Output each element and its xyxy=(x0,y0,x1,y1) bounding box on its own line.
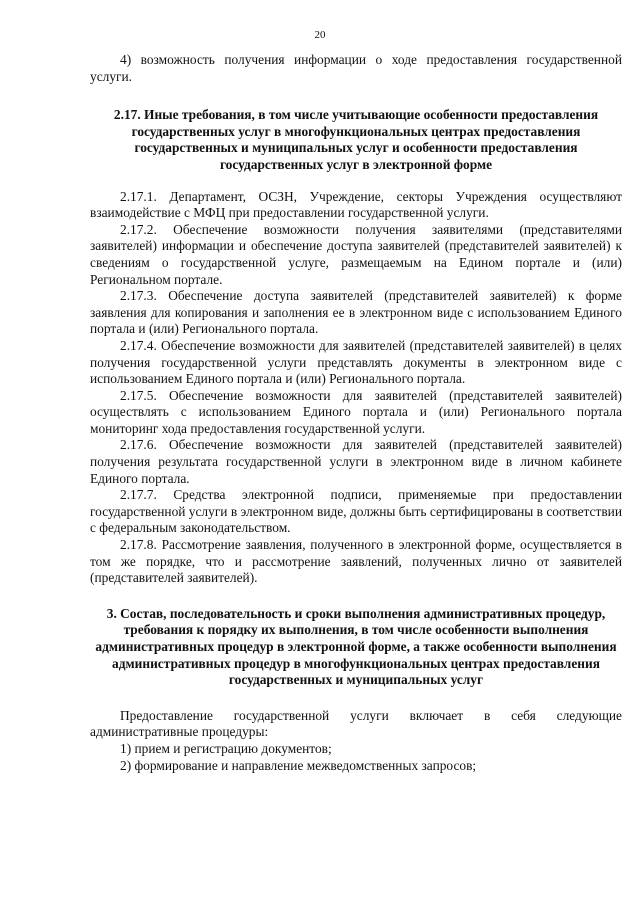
procedure-list-item: 1) прием и регистрацию документов; xyxy=(120,740,332,756)
intro-list-item: 4) возможность получения информации о ходе предоставления государственной услуги. xyxy=(90,52,622,84)
paragraph-2-17-6: 2.17.6. Обеспечение возможности для заявителей (представителей заявителей) получения результата государственной услуги в электронном виде в личном кабинете Единого портала. xyxy=(90,437,622,486)
paragraph-2-17-3: 2.17.3. Обеспечение доступа заявителей (представителей заявителей) к форме заявления для копирования и заполнения ее в электронном виде с использованием Единого портала и (или) Регионального портала. xyxy=(90,288,622,337)
section-3-heading: 3. Состав, последовательность и сроки выполнения административных процедур, требования к порядку их выполнения, в том числе особенности выполнения административных процедур в электронной форме, а также особенности выполнения административных процедур в многофункциональных центрах предоставления государственных и муниципальных услуг xyxy=(95,605,617,688)
paragraph-2-17-4: 2.17.4. Обеспечение возможности для заявителей (представителей заявителей) в целях получения государственной услуги представлять документы в электронном виде с использованием Единого портала и (или) Регионального портала. xyxy=(90,337,622,387)
paragraph-2-17-2: 2.17.2. Обеспечение возможности получения заявителями (представителями заявителей) информации и обеспечение доступа заявителей (представителей заявителей) к сведениям о государственной услуге, размещаемым на Едином портале и (или) Региональном портале. xyxy=(90,221,622,287)
procedure-list-item: 2) формирование и направление межведомственных запросов; xyxy=(120,757,477,773)
section-3-body xyxy=(90,708,622,774)
page-content xyxy=(90,52,622,774)
paragraph-2-17-7: 2.17.7. Средства электронной подписи, применяемые при предоставлении государственной услуги в электронном виде, должны быть сертифицированы в соответствии с федеральным законодательством. xyxy=(90,487,622,536)
paragraph-2-17-5: 2.17.5. Обеспечение возможности для заявителей (представителей заявителей) осуществлять с использованием Единого портала и (или) Регионального портала мониторинг хода предоставления государственной услуги. xyxy=(90,387,622,436)
section-2-17-body xyxy=(90,189,622,587)
paragraph-2-17-1: 2.17.1. Департамент, ОСЗН, Учреждение, секторы Учреждения осуществляют взаимодействие с МФЦ при предоставлении государственной услуги. xyxy=(90,188,622,221)
paragraph-2-17-8: 2.17.8. Рассмотрение заявления, полученного в электронной форме, осуществляется в том же порядке, что и рассмотрение заявлений, полученных лично от заявителей (представителей заявителей). xyxy=(90,537,622,586)
section-3-intro: Предоставление государственной услуги включает в себя следующие административные процедуры: xyxy=(90,707,622,740)
page-number: 20 xyxy=(314,29,326,41)
section-2-17-heading: 2.17. Иные требования, в том числе учитывающие особенности предоставления государственных услуг в многофункциональных центрах предоставления государственных и муниципальных услуг и особенности предоставления государственных услуг в электронной форме xyxy=(113,107,599,172)
